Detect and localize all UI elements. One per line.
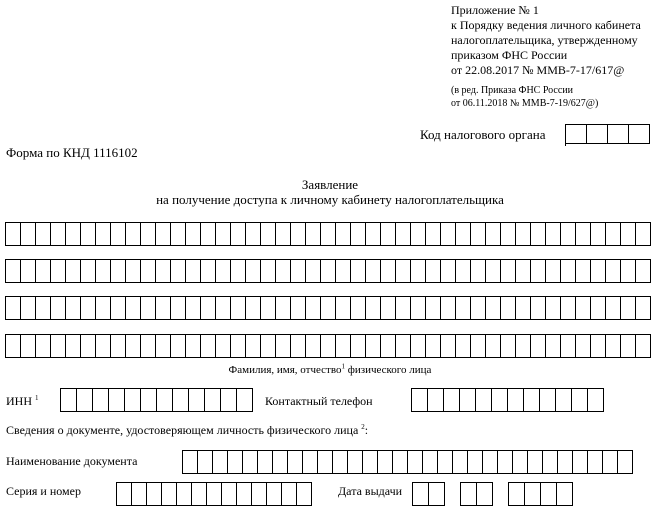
input-cell[interactable]	[608, 124, 629, 144]
input-cell[interactable]	[516, 222, 531, 246]
input-cell[interactable]	[621, 259, 636, 283]
input-cell[interactable]	[561, 334, 576, 358]
input-cell[interactable]	[36, 259, 51, 283]
input-cell[interactable]	[21, 334, 36, 358]
full-name-row-4[interactable]	[5, 334, 651, 358]
input-cell[interactable]	[531, 296, 546, 320]
input-cell[interactable]	[438, 450, 453, 474]
input-cell[interactable]	[66, 259, 81, 283]
input-cell[interactable]	[486, 334, 501, 358]
input-cell[interactable]	[588, 388, 604, 412]
input-cell[interactable]	[441, 259, 456, 283]
input-cell[interactable]	[126, 296, 141, 320]
input-cell[interactable]	[162, 482, 177, 506]
input-cell[interactable]	[321, 334, 336, 358]
input-cell[interactable]	[486, 296, 501, 320]
document-name-cells[interactable]	[182, 450, 633, 474]
issue-date-year-cells[interactable]	[508, 482, 573, 506]
input-cell[interactable]	[591, 259, 606, 283]
input-cell[interactable]	[291, 296, 306, 320]
issue-date-day-cells[interactable]	[412, 482, 445, 506]
input-cell[interactable]	[556, 388, 572, 412]
input-cell[interactable]	[413, 482, 429, 506]
input-cell[interactable]	[61, 388, 77, 412]
edition-note	[451, 84, 598, 110]
input-cell[interactable]	[423, 450, 438, 474]
input-cell[interactable]	[366, 296, 381, 320]
input-cell[interactable]	[221, 388, 237, 412]
phone-label: Контактный телефон	[265, 394, 373, 408]
full-name-caption-text: Фамилия, имя, отчество	[228, 364, 342, 376]
input-cell[interactable]	[111, 296, 126, 320]
input-cell[interactable]	[156, 296, 171, 320]
input-cell[interactable]	[141, 259, 156, 283]
input-cell[interactable]	[378, 450, 393, 474]
input-cell[interactable]	[621, 222, 636, 246]
form-code: Форма по КНД 1116102	[6, 145, 138, 160]
input-cell[interactable]	[444, 388, 460, 412]
input-cell[interactable]	[231, 259, 246, 283]
input-cell[interactable]	[96, 222, 111, 246]
input-cell[interactable]	[246, 334, 261, 358]
input-cell[interactable]	[96, 334, 111, 358]
input-cell[interactable]	[566, 124, 587, 144]
input-cell[interactable]	[66, 222, 81, 246]
input-cell[interactable]	[591, 222, 606, 246]
input-cell[interactable]	[576, 259, 591, 283]
input-cell[interactable]	[573, 450, 588, 474]
input-cell[interactable]	[201, 334, 216, 358]
input-cell[interactable]	[306, 334, 321, 358]
input-cell[interactable]	[501, 296, 516, 320]
input-cell[interactable]	[366, 334, 381, 358]
edition-line-1: (в ред. Приказа ФНС России	[451, 85, 573, 96]
input-cell[interactable]	[318, 450, 333, 474]
input-cell[interactable]	[540, 388, 556, 412]
input-cell[interactable]	[51, 259, 66, 283]
footnote-1-mark: 1	[341, 362, 345, 371]
input-cell[interactable]	[441, 334, 456, 358]
input-cell[interactable]	[618, 450, 633, 474]
input-cell[interactable]	[177, 482, 192, 506]
input-cell[interactable]	[288, 450, 303, 474]
issue-date-month-cells[interactable]	[460, 482, 493, 506]
input-cell[interactable]	[546, 334, 561, 358]
input-cell[interactable]	[606, 222, 621, 246]
input-cell[interactable]	[524, 388, 540, 412]
input-cell[interactable]	[393, 450, 408, 474]
input-cell[interactable]	[477, 482, 493, 506]
appendix-line-1: Приложение № 1	[451, 3, 539, 17]
input-cell[interactable]	[216, 334, 231, 358]
input-cell[interactable]	[303, 450, 318, 474]
input-cell[interactable]	[171, 222, 186, 246]
input-cell[interactable]	[508, 388, 524, 412]
tax-authority-code-cells[interactable]	[565, 124, 650, 146]
input-cell[interactable]	[588, 450, 603, 474]
input-cell[interactable]	[516, 296, 531, 320]
input-cell[interactable]	[109, 388, 125, 412]
input-cell[interactable]	[351, 222, 366, 246]
input-cell[interactable]	[205, 388, 221, 412]
inn-cells[interactable]	[60, 388, 253, 412]
input-cell[interactable]	[126, 259, 141, 283]
input-cell[interactable]	[237, 388, 253, 412]
document-section-heading	[6, 423, 368, 438]
input-cell[interactable]	[171, 334, 186, 358]
appendix-line-4: приказом ФНС России	[451, 48, 568, 62]
input-cell[interactable]	[531, 334, 546, 358]
input-cell[interactable]	[498, 450, 513, 474]
input-cell[interactable]	[461, 482, 477, 506]
input-cell[interactable]	[471, 222, 486, 246]
appendix-line-3: налогоплательщика, утвержденному	[451, 33, 638, 47]
input-cell[interactable]	[621, 334, 636, 358]
input-cell[interactable]	[198, 450, 213, 474]
input-cell[interactable]	[396, 222, 411, 246]
input-cell[interactable]	[111, 259, 126, 283]
inn-footnote-mark: 1	[35, 394, 39, 402]
input-cell[interactable]	[606, 296, 621, 320]
phone-cells[interactable]	[411, 388, 604, 412]
input-cell[interactable]	[141, 334, 156, 358]
input-cell[interactable]	[557, 482, 573, 506]
input-cell[interactable]	[629, 124, 650, 144]
input-cell[interactable]	[93, 388, 109, 412]
input-cell[interactable]	[156, 259, 171, 283]
input-cell[interactable]	[606, 334, 621, 358]
full-name-row-1[interactable]	[5, 222, 651, 246]
input-cell[interactable]	[456, 259, 471, 283]
input-cell[interactable]	[111, 334, 126, 358]
input-cell[interactable]	[66, 334, 81, 358]
form-title-line-2: на получение доступа к личному кабинету налогоплательщика	[156, 192, 504, 207]
input-cell[interactable]	[231, 334, 246, 358]
input-cell[interactable]	[411, 259, 426, 283]
appendix-block	[451, 3, 641, 78]
input-cell[interactable]	[426, 334, 441, 358]
input-cell[interactable]	[561, 222, 576, 246]
input-cell[interactable]	[231, 222, 246, 246]
input-cell[interactable]	[396, 334, 411, 358]
input-cell[interactable]	[291, 222, 306, 246]
tax-authority-code-label: Код налогового органа	[420, 127, 546, 142]
input-cell[interactable]	[81, 334, 96, 358]
input-cell[interactable]	[558, 450, 573, 474]
input-cell[interactable]	[411, 222, 426, 246]
input-cell[interactable]	[81, 222, 96, 246]
input-cell[interactable]	[282, 482, 297, 506]
input-cell[interactable]	[111, 222, 126, 246]
input-cell[interactable]	[483, 450, 498, 474]
input-cell[interactable]	[6, 296, 21, 320]
edition-line-2: от 06.11.2018 № ММВ-7-19/627@)	[451, 98, 599, 109]
input-cell[interactable]	[36, 296, 51, 320]
document-section-text: Сведения о документе, удостоверяющем личность физического лица	[6, 423, 359, 437]
input-cell[interactable]	[456, 334, 471, 358]
input-cell[interactable]	[396, 296, 411, 320]
input-cell[interactable]	[381, 334, 396, 358]
input-cell[interactable]	[246, 222, 261, 246]
input-cell[interactable]	[147, 482, 162, 506]
input-cell[interactable]	[261, 334, 276, 358]
input-cell[interactable]	[141, 222, 156, 246]
input-cell[interactable]	[531, 222, 546, 246]
input-cell[interactable]	[6, 222, 21, 246]
input-cell[interactable]	[171, 296, 186, 320]
input-cell[interactable]	[336, 334, 351, 358]
input-cell[interactable]	[77, 388, 93, 412]
input-cell[interactable]	[189, 388, 205, 412]
input-cell[interactable]	[228, 450, 243, 474]
input-cell[interactable]	[426, 296, 441, 320]
input-cell[interactable]	[576, 296, 591, 320]
input-cell[interactable]	[246, 259, 261, 283]
input-cell[interactable]	[171, 259, 186, 283]
input-cell[interactable]	[173, 388, 189, 412]
full-name-caption	[0, 364, 660, 377]
input-cell[interactable]	[306, 296, 321, 320]
input-cell[interactable]	[336, 296, 351, 320]
input-cell[interactable]	[276, 259, 291, 283]
input-cell[interactable]	[576, 222, 591, 246]
input-cell[interactable]	[261, 222, 276, 246]
input-cell[interactable]	[157, 388, 173, 412]
input-cell[interactable]	[297, 482, 312, 506]
appendix-line-5: от 22.08.2017 № ММВ-7-17/617@	[451, 63, 625, 77]
input-cell[interactable]	[96, 296, 111, 320]
input-cell[interactable]	[486, 222, 501, 246]
input-cell[interactable]	[351, 334, 366, 358]
input-cell[interactable]	[468, 450, 483, 474]
input-cell[interactable]	[201, 222, 216, 246]
input-cell[interactable]	[366, 222, 381, 246]
input-cell[interactable]	[141, 388, 157, 412]
input-cell[interactable]	[261, 296, 276, 320]
footnote-2-mark: 2	[361, 423, 365, 431]
input-cell[interactable]	[501, 222, 516, 246]
input-cell[interactable]	[486, 259, 501, 283]
input-cell[interactable]	[621, 296, 636, 320]
input-cell[interactable]	[51, 296, 66, 320]
input-cell[interactable]	[321, 259, 336, 283]
input-cell[interactable]	[636, 259, 651, 283]
input-cell[interactable]	[428, 388, 444, 412]
input-cell[interactable]	[237, 482, 252, 506]
document-name-label: Наименование документа	[6, 454, 138, 468]
form-title-line-1: Заявление	[301, 177, 359, 192]
input-cell[interactable]	[636, 296, 651, 320]
input-cell[interactable]	[516, 259, 531, 283]
input-cell[interactable]	[216, 296, 231, 320]
input-cell[interactable]	[351, 296, 366, 320]
input-cell[interactable]	[258, 450, 273, 474]
input-cell[interactable]	[429, 482, 445, 506]
full-name-caption-tail: физического лица	[344, 364, 432, 376]
input-cell[interactable]	[6, 259, 21, 283]
input-cell[interactable]	[273, 450, 288, 474]
input-cell[interactable]	[412, 388, 428, 412]
input-cell[interactable]	[336, 222, 351, 246]
full-name-row-3[interactable]	[5, 296, 651, 320]
input-cell[interactable]	[525, 482, 541, 506]
input-cell[interactable]	[411, 334, 426, 358]
input-cell[interactable]	[471, 259, 486, 283]
input-cell[interactable]	[186, 296, 201, 320]
input-cell[interactable]	[21, 259, 36, 283]
input-cell[interactable]	[546, 259, 561, 283]
input-cell[interactable]	[591, 296, 606, 320]
input-cell[interactable]	[216, 222, 231, 246]
input-cell[interactable]	[96, 259, 111, 283]
input-cell[interactable]	[366, 259, 381, 283]
input-cell[interactable]	[117, 482, 132, 506]
input-cell[interactable]	[126, 222, 141, 246]
input-cell[interactable]	[246, 296, 261, 320]
input-cell[interactable]	[243, 450, 258, 474]
input-cell[interactable]	[541, 482, 557, 506]
input-cell[interactable]	[21, 222, 36, 246]
input-cell[interactable]	[186, 259, 201, 283]
input-cell[interactable]	[381, 222, 396, 246]
input-cell[interactable]	[456, 222, 471, 246]
input-cell[interactable]	[381, 296, 396, 320]
input-cell[interactable]	[396, 259, 411, 283]
input-cell[interactable]	[501, 259, 516, 283]
input-cell[interactable]	[513, 450, 528, 474]
input-cell[interactable]	[546, 296, 561, 320]
input-cell[interactable]	[276, 296, 291, 320]
input-cell[interactable]	[528, 450, 543, 474]
input-cell[interactable]	[576, 334, 591, 358]
input-cell[interactable]	[36, 334, 51, 358]
appendix-line-2: к Порядку ведения личного кабинета	[451, 18, 641, 32]
input-cell[interactable]	[606, 259, 621, 283]
document-section-tail: :	[364, 423, 369, 437]
input-cell[interactable]	[141, 296, 156, 320]
input-cell[interactable]	[363, 450, 378, 474]
input-cell[interactable]	[201, 259, 216, 283]
input-cell[interactable]	[231, 296, 246, 320]
input-cell[interactable]	[501, 334, 516, 358]
input-cell[interactable]	[306, 259, 321, 283]
input-cell[interactable]	[408, 450, 423, 474]
input-cell[interactable]	[183, 450, 198, 474]
input-cell[interactable]	[192, 482, 207, 506]
input-cell[interactable]	[261, 259, 276, 283]
input-cell[interactable]	[207, 482, 222, 506]
input-cell[interactable]	[546, 222, 561, 246]
input-cell[interactable]	[6, 334, 21, 358]
input-cell[interactable]	[351, 259, 366, 283]
input-cell[interactable]	[276, 334, 291, 358]
input-cell[interactable]	[476, 388, 492, 412]
input-cell[interactable]	[509, 482, 525, 506]
issue-date-label: Дата выдачи	[338, 484, 403, 498]
full-name-row-2[interactable]	[5, 259, 651, 283]
input-cell[interactable]	[222, 482, 237, 506]
input-cell[interactable]	[201, 296, 216, 320]
input-cell[interactable]	[66, 296, 81, 320]
input-cell[interactable]	[36, 222, 51, 246]
input-cell[interactable]	[441, 296, 456, 320]
input-cell[interactable]	[21, 296, 36, 320]
input-cell[interactable]	[636, 334, 651, 358]
input-cell[interactable]	[267, 482, 282, 506]
input-cell[interactable]	[460, 388, 476, 412]
input-cell[interactable]	[426, 222, 441, 246]
input-cell[interactable]	[411, 296, 426, 320]
input-cell[interactable]	[543, 450, 558, 474]
input-cell[interactable]	[603, 450, 618, 474]
input-cell[interactable]	[471, 334, 486, 358]
input-cell[interactable]	[561, 259, 576, 283]
input-cell[interactable]	[591, 334, 606, 358]
input-cell[interactable]	[453, 450, 468, 474]
input-cell[interactable]	[321, 296, 336, 320]
input-cell[interactable]	[156, 334, 171, 358]
input-cell[interactable]	[291, 334, 306, 358]
input-cell[interactable]	[492, 388, 508, 412]
input-cell[interactable]	[186, 334, 201, 358]
input-cell[interactable]	[587, 124, 608, 144]
inn-label: ИНН	[6, 394, 32, 408]
input-cell[interactable]	[336, 259, 351, 283]
input-cell[interactable]	[291, 259, 306, 283]
input-cell[interactable]	[426, 259, 441, 283]
input-cell[interactable]	[125, 388, 141, 412]
input-cell[interactable]	[81, 259, 96, 283]
input-cell[interactable]	[636, 222, 651, 246]
input-cell[interactable]	[276, 222, 291, 246]
input-cell[interactable]	[51, 334, 66, 358]
input-cell[interactable]	[126, 334, 141, 358]
input-cell[interactable]	[186, 222, 201, 246]
input-cell[interactable]	[531, 259, 546, 283]
series-number-label: Серия и номер	[6, 484, 81, 498]
input-cell[interactable]	[333, 450, 348, 474]
input-cell[interactable]	[456, 296, 471, 320]
input-cell[interactable]	[81, 296, 96, 320]
input-cell[interactable]	[51, 222, 66, 246]
input-cell[interactable]	[381, 259, 396, 283]
input-cell[interactable]	[252, 482, 267, 506]
input-cell[interactable]	[561, 296, 576, 320]
input-cell[interactable]	[213, 450, 228, 474]
input-cell[interactable]	[306, 222, 321, 246]
inn-label-wrap	[6, 394, 39, 409]
input-cell[interactable]	[216, 259, 231, 283]
input-cell[interactable]	[321, 222, 336, 246]
input-cell[interactable]	[471, 296, 486, 320]
input-cell[interactable]	[516, 334, 531, 358]
input-cell[interactable]	[441, 222, 456, 246]
input-cell[interactable]	[572, 388, 588, 412]
input-cell[interactable]	[348, 450, 363, 474]
input-cell[interactable]	[156, 222, 171, 246]
series-number-cells[interactable]	[116, 482, 312, 506]
input-cell[interactable]	[132, 482, 147, 506]
